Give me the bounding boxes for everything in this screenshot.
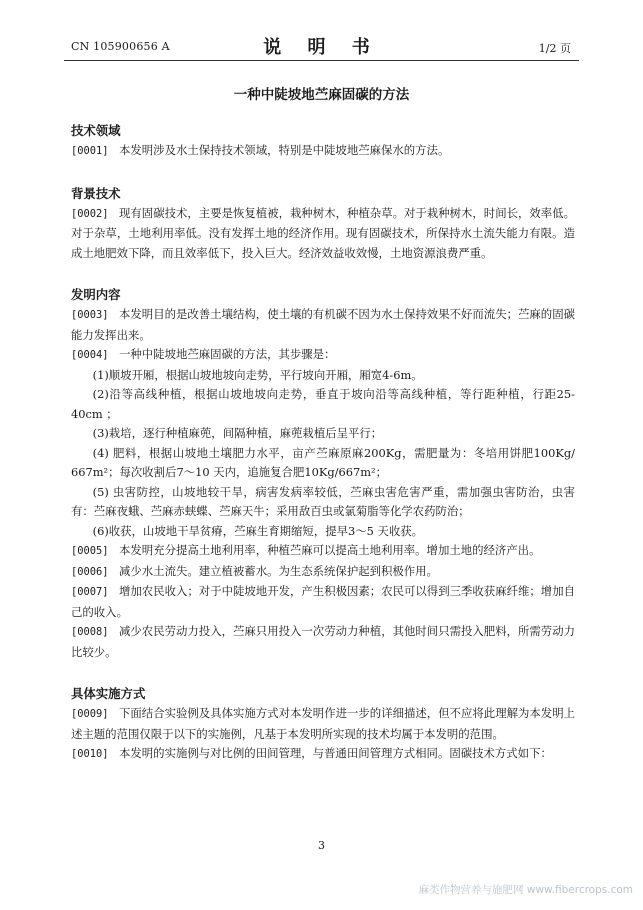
paragraph-number: [0006] xyxy=(71,565,109,578)
section-heading-tech-field: 技术领域 xyxy=(71,123,121,138)
paragraph-0005 xyxy=(71,541,575,562)
step-2: (2)沿等高线种植，根据山坡地坡向走势，垂直于坡向沿等高线种植，等行距种植，行距25-40cm ； xyxy=(71,387,575,421)
paragraph-text: 增加农民收入；对于中陡坡地开发，产生积极因素；农民可以得到三季收获麻纤维；增加自己的收入。 xyxy=(71,584,575,619)
paragraph-text: 本发明充分提高土地利用率，种植苎麻可以提高土地利用率。增加土地的经济产出。 xyxy=(119,543,541,557)
paragraph-0006 xyxy=(71,562,575,583)
paragraph-0008 xyxy=(71,622,575,662)
paragraph-text: 本发明涉及水土保持技术领域，特别是中陡坡地苎麻保水的方法。 xyxy=(119,143,450,157)
paragraph-text: 现有固碳技术，主要是恢复植被，栽种树木，种植杂草。对于栽种树木，时间长，效率低。对于杂草，土地利用率低。没有发挥土地的经济作用。现有固碳技术，所保持水土流失能力有限。造成土地肥效下降，而且效率低下，投入巨大。经济效益收效慢，土地资源浪费严重。 xyxy=(71,205,575,260)
step-5: (5) 虫害防控，山坡地较干旱，病害发病率较低，苎麻虫害危害严重，需加强虫害防治，虫害有：苎麻夜蛾、苎麻赤蛱蝶、苎麻天牛；采用敌百虫或氯菊脂等化学农药防治； xyxy=(71,484,575,518)
paragraph-number: [0002] xyxy=(71,207,109,220)
section-heading-embodiment: 具体实施方式 xyxy=(71,686,146,701)
section-heading-background: 背景技术 xyxy=(71,185,121,201)
paragraph-number: [0005] xyxy=(71,545,109,557)
step-4: (4) 肥料，根据山坡地土壤肥力水平，亩产苎麻原麻200Kg，需肥量为：冬培用饼肥100Kg/ 667m²；每次收割后7～10 天内，追施复合肥10Kg/667m²； xyxy=(71,445,575,479)
paragraph-0010 xyxy=(71,744,575,765)
paragraph-number: [0007] xyxy=(71,586,109,598)
paragraph-number: [0009] xyxy=(71,708,109,720)
site-watermark: 麻类作物营养与施肥网 www.fibercrops.com xyxy=(418,884,633,896)
document-title: 一种中陡坡地苎麻固碳的方法 xyxy=(233,87,410,103)
step-3: (3)栽培，逐行种植麻蔸，间隔种植，麻蔸栽植后呈平行； xyxy=(92,426,383,440)
paragraph-text: 减少农民劳动力投入，苎麻只用投入一次劳动力种植，其他时间只需投入肥料，所需劳动力比较少。 xyxy=(71,624,575,659)
paragraph-number: [0008] xyxy=(71,626,109,638)
paragraph-text: 减少水土流失。建立植被蓄水。为生态系统保护起到积极作用。 xyxy=(119,563,438,578)
paragraph-0007 xyxy=(71,582,575,622)
page-number: 3 xyxy=(318,839,325,852)
paragraph-0004 xyxy=(71,345,575,366)
paragraph-text: 下面结合实验例及具体实施方式对本发明作进一步的详细描述，但不应将此理解为本发明上述主题的范围仅限于以下的实施例，凡基于本发明所实现的技术均属于本发明的范围。 xyxy=(71,706,575,741)
step-6: (6)收获，山坡地干旱贫瘠，苎麻生育期缩短，提早3～5 天收获。 xyxy=(92,523,424,538)
patent-number: CN 105900656 A xyxy=(71,40,170,53)
page-indicator: 1/2 页 xyxy=(538,42,571,55)
document-type: 说 明 书 xyxy=(263,37,380,58)
paragraph-number: [0003] xyxy=(71,309,109,321)
paragraph-0009 xyxy=(71,704,575,744)
paragraph-0001 xyxy=(71,141,575,162)
paragraph-text: 一种中陡坡地苎麻固碳的方法，其步骤是： xyxy=(119,347,336,361)
paragraph-text: 本发明的实施例与对比例的田间管理，与普通田间管理方式相同。固碳技术方式如下： xyxy=(119,746,552,760)
paragraph-number: [0001] xyxy=(71,145,109,157)
paragraph-0002 xyxy=(71,204,575,264)
paragraph-number: [0010] xyxy=(71,748,109,760)
section-heading-invention: 发明内容 xyxy=(71,287,121,302)
step-1: (1)顺坡开厢，根据山坡地坡向走势，平行坡向开厢，厢宽4-6m。 xyxy=(92,367,423,382)
header-divider xyxy=(64,60,579,61)
paragraph-number: [0004] xyxy=(71,349,109,361)
document-body xyxy=(71,121,575,765)
paragraph-text: 本发明目的是改善土壤结构，使土壤的有机碳不因为水土保持效果不好而流失；苎麻的固碳能力发挥出来。 xyxy=(71,307,575,342)
paragraph-0003 xyxy=(71,305,575,345)
